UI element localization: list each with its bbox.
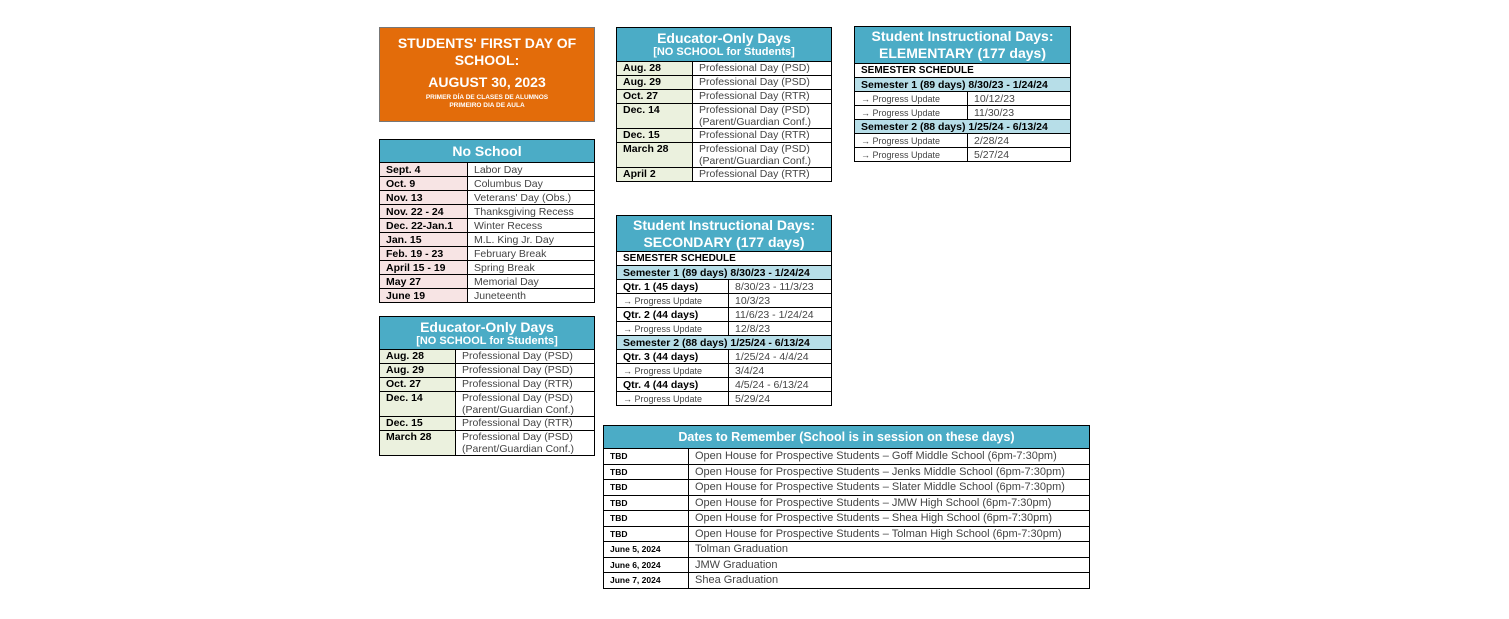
no-school-label: Winter Recess <box>468 219 595 233</box>
secondary-title-1: Student Instructional Days: <box>632 217 816 233</box>
educator-row <box>380 417 595 431</box>
no-school-row <box>380 219 595 233</box>
first-day-portuguese: PRIMEIRO DIA DE AULA <box>449 102 525 109</box>
educator-date: Aug. 29 <box>617 76 693 90</box>
educator-label-cell <box>693 76 832 90</box>
educator-row <box>380 350 595 364</box>
dates-event: Shea Graduation <box>689 573 1090 589</box>
elementary-box <box>854 26 1071 162</box>
no-school-date: April 15 - 19 <box>380 261 468 275</box>
schedule-row <box>855 106 1071 120</box>
educator-date: Dec. 15 <box>380 417 456 431</box>
educator-date: Dec. 14 <box>617 104 693 129</box>
semester-row <box>855 78 1071 92</box>
schedule-row <box>855 134 1071 148</box>
no-school-date: June 19 <box>380 289 468 303</box>
educator-row <box>380 392 595 417</box>
educator-row <box>380 378 595 392</box>
elementary-title-2: ELEMENTARY (177 days) <box>878 44 1046 61</box>
dates-row <box>604 464 1090 480</box>
quarter-label: Qtr. 2 (44 days) <box>617 308 729 322</box>
elementary-table <box>854 63 1071 162</box>
educator-sublabel: (Parent/Guardian Conf.) <box>699 116 812 128</box>
educator-label: Professional Day (RTR) <box>462 417 573 429</box>
schedule-row <box>617 308 832 322</box>
schedule-value: 8/30/23 - 11/3/23 <box>729 280 832 294</box>
first-day-spanish: PRIMER DÍA DE CLASES DE ALUMNOS <box>425 94 549 101</box>
educator-label-cell <box>693 129 832 143</box>
educator-row <box>617 168 832 182</box>
educator-mid-subtitle: [NO SCHOOL for Students] <box>653 45 795 58</box>
educator-label: Professional Day (PSD) <box>699 62 810 74</box>
dates-row <box>604 511 1090 527</box>
schedule-value: 11/30/23 <box>968 106 1071 120</box>
secondary-title-2: SECONDARY (177 days) <box>643 233 805 250</box>
semester-row <box>617 266 832 280</box>
dates-event: Open House for Prospective Students – Jenks Middle School (6pm-7:30pm) <box>689 464 1090 480</box>
educator-date: Aug. 28 <box>380 350 456 364</box>
semester-label: Semester 1 (89 days) 8/30/23 - 1/24/24 <box>855 78 1071 92</box>
educator-label: Professional Day (PSD) <box>699 104 810 116</box>
educator-date: April 2 <box>617 168 693 182</box>
educator-row <box>380 431 595 456</box>
educator-row <box>617 76 832 90</box>
educator-label-cell <box>693 168 832 182</box>
schedule-value: 12/8/23 <box>729 322 832 336</box>
educator-date: Oct. 27 <box>617 90 693 104</box>
no-school-label: Juneteenth <box>468 289 595 303</box>
semester-label: Semester 1 (89 days) 8/30/23 - 1/24/24 <box>617 266 832 280</box>
schedule-row <box>617 392 832 406</box>
educator-date: Dec. 15 <box>617 129 693 143</box>
educator-row <box>380 364 595 378</box>
dates-event: Open House for Prospective Students – Slater Middle School (6pm-7:30pm) <box>689 480 1090 496</box>
educator-label: Professional Day (PSD) <box>699 76 810 88</box>
no-school-date: May 27 <box>380 275 468 289</box>
schedule-value: 10/12/23 <box>968 92 1071 106</box>
educator-date: Dec. 14 <box>380 392 456 417</box>
educator-label-cell <box>693 90 832 104</box>
secondary-box <box>616 215 832 406</box>
schedule-value: 5/27/24 <box>968 148 1071 162</box>
no-school-row <box>380 289 595 303</box>
educator-days-mid-box <box>616 27 832 182</box>
schedule-row <box>617 364 832 378</box>
dates-row <box>604 449 1090 465</box>
educator-label-cell <box>456 392 595 417</box>
educator-label: Professional Day (PSD) <box>699 143 810 155</box>
educator-label: Professional Day (PSD) <box>462 364 573 376</box>
dates-date: TBD <box>604 449 689 465</box>
progress-update-label: → Progress Update <box>855 106 968 120</box>
dates-title: Dates to Remember (School is in session on these days) <box>603 425 1090 448</box>
dates-date: TBD <box>604 511 689 527</box>
educator-label: Professional Day (PSD) <box>462 392 573 404</box>
dates-row <box>604 495 1090 511</box>
dates-table <box>603 448 1090 589</box>
educator-row <box>617 62 832 76</box>
no-school-row <box>380 233 595 247</box>
schedule-row <box>617 294 832 308</box>
educator-left-header <box>379 316 595 349</box>
dates-event: JMW Graduation <box>689 557 1090 573</box>
educator-left-table <box>379 349 595 456</box>
no-school-label: Labor Day <box>468 163 595 177</box>
dates-date: TBD <box>604 495 689 511</box>
quarter-label: Qtr. 1 (45 days) <box>617 280 729 294</box>
semester-row <box>855 120 1071 134</box>
educator-label: Professional Day (RTR) <box>699 129 810 141</box>
semester-label: Semester 2 (88 days) 1/25/24 - 6/13/24 <box>617 336 832 350</box>
no-school-date: Oct. 9 <box>380 177 468 191</box>
no-school-row <box>380 247 595 261</box>
no-school-date: Dec. 22-Jan.1 <box>380 219 468 233</box>
no-school-row <box>380 191 595 205</box>
progress-update-label: → Progress Update <box>855 148 968 162</box>
first-day-title: STUDENTS' FIRST DAY OF SCHOOL: <box>397 35 577 68</box>
educator-row <box>617 143 832 168</box>
schedule-row <box>617 322 832 336</box>
dates-date: TBD <box>604 464 689 480</box>
schedule-value: 3/4/24 <box>729 364 832 378</box>
schedule-label-row <box>855 64 1071 78</box>
dates-to-remember-box <box>603 425 1090 589</box>
quarter-label: Qtr. 4 (44 days) <box>617 378 729 392</box>
progress-update-label: → Progress Update <box>617 392 729 406</box>
educator-label-cell <box>693 143 832 168</box>
schedule-label: SEMESTER SCHEDULE <box>855 64 1071 78</box>
no-school-date: Nov. 13 <box>380 191 468 205</box>
no-school-date: Nov. 22 - 24 <box>380 205 468 219</box>
educator-date: March 28 <box>380 431 456 456</box>
schedule-label: SEMESTER SCHEDULE <box>617 252 832 266</box>
educator-label-cell <box>693 104 832 129</box>
secondary-table <box>616 251 832 406</box>
educator-days-left-box <box>379 316 595 458</box>
dates-event: Open House for Prospective Students – JMW High School (6pm-7:30pm) <box>689 495 1090 511</box>
no-school-date: Jan. 15 <box>380 233 468 247</box>
educator-sublabel: (Parent/Guardian Conf.) <box>462 443 575 455</box>
educator-label-cell <box>456 350 595 364</box>
educator-label-cell <box>456 378 595 392</box>
progress-update-label: → Progress Update <box>617 322 729 336</box>
dates-row <box>604 573 1090 589</box>
educator-mid-header <box>616 27 832 61</box>
progress-update-label: → Progress Update <box>855 134 968 148</box>
schedule-value: 5/29/24 <box>729 392 832 406</box>
educator-date: March 28 <box>617 143 693 168</box>
educator-sublabel: (Parent/Guardian Conf.) <box>699 155 812 167</box>
dates-date: TBD <box>604 480 689 496</box>
no-school-row <box>380 163 595 177</box>
schedule-row <box>855 92 1071 106</box>
no-school-label: M.L. King Jr. Day <box>468 233 595 247</box>
elementary-header <box>854 26 1071 63</box>
progress-update-label: → Progress Update <box>617 364 729 378</box>
schedule-label-row <box>617 252 832 266</box>
progress-update-label: → Progress Update <box>617 294 729 308</box>
no-school-title: No School <box>379 139 595 162</box>
educator-label: Professional Day (RTR) <box>699 168 810 180</box>
no-school-label: February Break <box>468 247 595 261</box>
schedule-row <box>617 378 832 392</box>
schedule-value: 10/3/23 <box>729 294 832 308</box>
no-school-row <box>380 261 595 275</box>
educator-left-title: Educator-Only Days <box>420 319 554 335</box>
progress-update-label: → Progress Update <box>855 92 968 106</box>
educator-date: Aug. 29 <box>380 364 456 378</box>
educator-date: Aug. 28 <box>617 62 693 76</box>
educator-date: Oct. 27 <box>380 378 456 392</box>
no-school-label: Spring Break <box>468 261 595 275</box>
no-school-label: Columbus Day <box>468 177 595 191</box>
first-day-date: AUGUST 30, 2023 <box>428 74 546 90</box>
dates-date: June 7, 2024 <box>604 573 689 589</box>
educator-label-cell <box>456 431 595 456</box>
schedule-row <box>855 148 1071 162</box>
semester-row <box>617 336 832 350</box>
educator-label: Professional Day (PSD) <box>462 350 573 362</box>
dates-date: TBD <box>604 526 689 542</box>
educator-label-cell <box>456 364 595 378</box>
dates-event: Open House for Prospective Students – Tolman High School (6pm-7:30pm) <box>689 526 1090 542</box>
dates-date: June 5, 2024 <box>604 542 689 558</box>
dates-row <box>604 526 1090 542</box>
quarter-label: Qtr. 3 (44 days) <box>617 350 729 364</box>
first-day-box <box>379 27 595 122</box>
educator-mid-title: Educator-Only Days <box>657 30 791 46</box>
dates-date: June 6, 2024 <box>604 557 689 573</box>
schedule-value: 1/25/24 - 4/4/24 <box>729 350 832 364</box>
schedule-value: 4/5/24 - 6/13/24 <box>729 378 832 392</box>
dates-event: Open House for Prospective Students – Shea High School (6pm-7:30pm) <box>689 511 1090 527</box>
educator-row <box>617 129 832 143</box>
dates-row <box>604 542 1090 558</box>
educator-label: Professional Day (PSD) <box>462 431 573 443</box>
no-school-box <box>379 139 595 303</box>
no-school-date: Sept. 4 <box>380 163 468 177</box>
dates-row <box>604 557 1090 573</box>
educator-label-cell <box>693 62 832 76</box>
no-school-label: Memorial Day <box>468 275 595 289</box>
educator-left-subtitle: [NO SCHOOL for Students] <box>416 334 558 347</box>
schedule-value: 11/6/23 - 1/24/24 <box>729 308 832 322</box>
educator-row <box>617 104 832 129</box>
semester-label: Semester 2 (88 days) 1/25/24 - 6/13/24 <box>855 120 1071 134</box>
no-school-row <box>380 275 595 289</box>
no-school-table <box>379 162 595 303</box>
educator-mid-table <box>616 61 832 182</box>
no-school-row <box>380 205 595 219</box>
schedule-value: 2/28/24 <box>968 134 1071 148</box>
schedule-row <box>617 350 832 364</box>
schedule-row <box>617 280 832 294</box>
no-school-date: Feb. 19 - 23 <box>380 247 468 261</box>
secondary-header <box>616 215 832 251</box>
dates-event: Open House for Prospective Students – Goff Middle School (6pm-7:30pm) <box>689 449 1090 465</box>
educator-label-cell <box>456 417 595 431</box>
no-school-label: Veterans' Day (Obs.) <box>468 191 595 205</box>
dates-row <box>604 480 1090 496</box>
no-school-label: Thanksgiving Recess <box>468 205 595 219</box>
educator-label: Professional Day (RTR) <box>462 378 573 390</box>
elementary-title-1: Student Instructional Days: <box>871 28 1054 44</box>
dates-event: Tolman Graduation <box>689 542 1090 558</box>
no-school-row <box>380 177 595 191</box>
educator-row <box>617 90 832 104</box>
educator-label: Professional Day (RTR) <box>699 90 810 102</box>
educator-sublabel: (Parent/Guardian Conf.) <box>462 404 575 416</box>
